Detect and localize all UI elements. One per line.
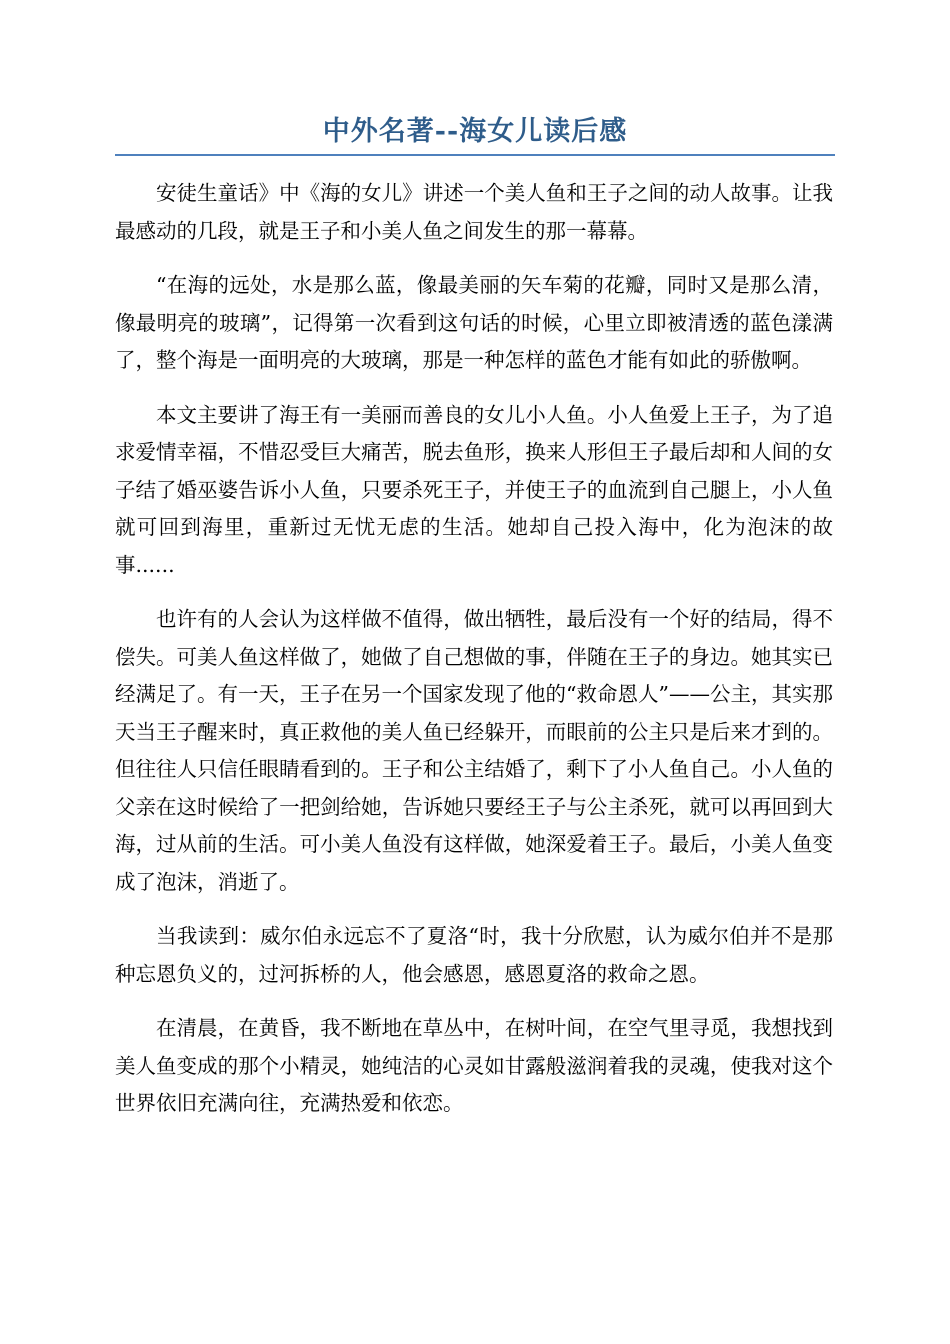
paragraph-3: 本文主要讲了海王有一美丽而善良的女儿小人鱼。小人鱼爱上王子，为了追求爱情幸福，不惜忍受巨大痛苦，脱去鱼形，换来人形但王子最后却和人间的女子结了婚巫婆告诉小人鱼，只要杀死王子，并使王子的血流到自己腿上，小人鱼就可回到海里，重新过无忧无虑的生活。她却自己投入海中，化为泡沫的故事......: [115, 402, 833, 577]
paragraph-1: 安徒生童话》中《海的女儿》讲述一个美人鱼和王子之间的动人故事。让我最感动的几段，就是王子和小美人鱼之间发生的那一幕幕。: [115, 181, 833, 243]
paragraph-6: 在清晨，在黄昏，我不断地在草丛中，在树叶间，在空气里寻觅，我想找到美人鱼变成的那个小精灵，她纯洁的心灵如甘露般滋润着我的灵魂，使我对这个世界依旧充满向往，充满热爱和依恋。: [115, 1016, 833, 1115]
paragraph-4: 也许有的人会认为这样做不值得，做出牺牲，最后没有一个好的结局，得不偿失。可美人鱼这样做了，她做了自己想做的事，伴随在王子的身边。她其实已经满足了。有一天，王子在另一个国家发现了他的“救命恩人”——公主，其实那天当王子醒来时，真正救他的美人鱼已经躲开，而眼前的公主只是后来才到的。但往往人只信任眼睛看到的。王子和公主结婚了，剩下了小人鱼自己。小人鱼的父亲在这时候给了一把剑给她，告诉她只要经王子与公主杀死，就可以再回到大海，过从前的生活。可小美人鱼没有这样做，她深爱着王子。最后，小美人鱼变成了泡沫，消逝了。: [115, 607, 833, 894]
paragraph-5: 当我读到：威尔伯永远忘不了夏洛“时，我十分欣慰，认为威尔伯并不是那种忘恩负义的，过河拆桥的人，他会感恩，感恩夏洛的救命之恩。: [115, 924, 833, 986]
paragraph-2: “在海的远处，水是那么蓝，像最美丽的矢车菊的花瓣，同时又是那么清，像最明亮的玻璃”，记得第一次看到这句话的时候，心里立即被清透的蓝色漾满了，整个海是一面明亮的大玻璃，那是一种怎样的蓝色才能有如此的骄傲啊。: [115, 273, 833, 372]
article-body: [115, 175, 833, 1140]
title-block: [115, 112, 835, 156]
title-underline: [115, 154, 835, 156]
page-title: 中外名著--海女儿读后感: [322, 116, 628, 147]
